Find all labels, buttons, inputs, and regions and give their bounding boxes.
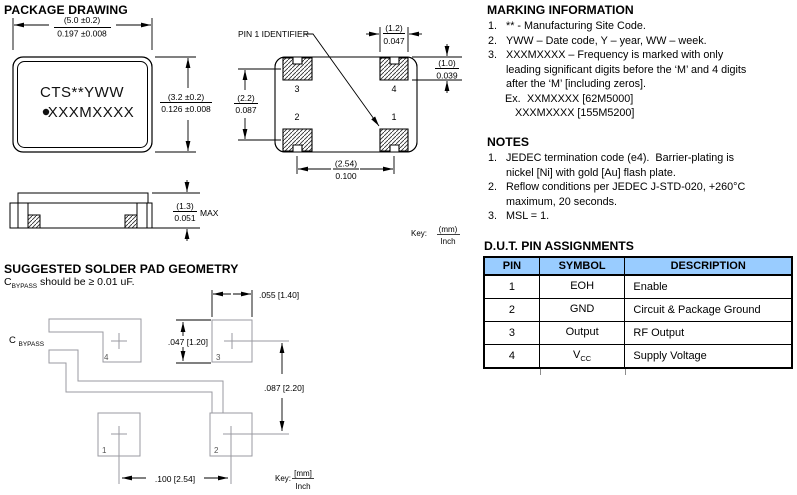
pad-4-label: 4: [391, 84, 397, 94]
dim-pad-w-in: 0.047: [383, 36, 405, 46]
dim-col-label: .100 [2.54]: [154, 474, 196, 484]
table-row: 1 EOH Enable: [484, 275, 792, 299]
dim-width-mm: (5.0 ±0.2): [63, 15, 101, 25]
marking-line2: XXXMXXXX: [47, 104, 135, 121]
dim-thick-mm: (1.3): [176, 201, 194, 211]
dim-pad-h-label: .047 [1.20]: [167, 337, 208, 347]
solder-pad-title: SUGGESTED SOLDER PAD GEOMETRY: [4, 262, 239, 276]
list-item: 2. YWW – Date code, Y – year, WW – week.: [488, 34, 707, 47]
list-item: 2. Reflow conditions per JEDEC J-STD-020, +260°C maximum, 20 seconds.: [488, 181, 746, 208]
dim-col-mm: (2.54): [334, 158, 358, 169]
package-side-view: [10, 193, 152, 228]
key-inch: Inch: [295, 482, 311, 491]
table-row: 2 GND Circuit & Package Ground: [484, 298, 792, 321]
example-2: XXXMXXXX [155M5200]: [515, 106, 635, 119]
dim-pad-w: [212, 290, 252, 317]
pin-assignments-title: D.U.T. PIN ASSIGNMENTS: [484, 238, 634, 253]
table-row: 3 Output RF Output: [484, 321, 792, 344]
list-item: 3. MSL = 1.: [488, 210, 550, 223]
dim-pad-w-label: .055 [1.40]: [259, 290, 300, 300]
right-column: [483, 1, 795, 376]
solder-pad-canvas: [0, 262, 483, 495]
dim-pad-h-mm: (1.0): [438, 58, 456, 68]
side-pad: [28, 215, 40, 228]
key-inch: Inch: [440, 237, 456, 246]
pad-2-label: 2: [294, 112, 300, 122]
pad-2-label: 2: [214, 446, 219, 455]
example-1: XXMXXXX [62M5000]: [527, 92, 634, 105]
dim-row-in: 0.087: [235, 105, 257, 115]
pad-1-label: 1: [391, 112, 397, 122]
dim-pad-w-mm: (1.2): [385, 23, 403, 33]
land-pattern-outline: [275, 57, 417, 152]
dim-thick-in: 0.051: [174, 213, 196, 223]
list-item: 1. ** - Manufacturing Site Code.: [488, 20, 646, 32]
package-drawing-canvas: [0, 0, 483, 262]
solder-pad-subtitle: $C_{BYPASS}$ should be ≥ 0.01 uF.: [4, 276, 135, 291]
col-description: DESCRIPTION: [625, 257, 792, 275]
dim-width-in: 0.197 ±0.008: [57, 28, 107, 39]
notes-title: NOTES: [487, 134, 529, 149]
marking-line1: CTS**YWW: [40, 84, 124, 101]
marking-info-title: MARKING INFORMATION: [487, 3, 634, 17]
dim-row-mm: (2.2): [237, 93, 255, 103]
pin1-identifier-label: PIN 1 IDENTIFIER: [238, 29, 309, 39]
package-drawing-title: PACKAGE DRAWING: [4, 3, 128, 17]
pin-assignments-table: [483, 256, 793, 369]
table-cutoff-stubs: [483, 369, 793, 376]
table-row: 4 $V_{CC}$ Supply Voltage: [484, 344, 792, 368]
side-pad: [125, 215, 137, 228]
key-label: Key:: [275, 474, 292, 483]
list-item: 1. JEDEC termination code (e4). Barrier-plating is nickel [Ni] with gold [Au] flash plate.: [488, 151, 735, 179]
pad-3-label: 3: [294, 84, 300, 94]
marking-examples: Ex. XXMXXXX [62M5000] XXXMXXXX [155M5200]: [505, 92, 635, 119]
pad-1-label: 1: [102, 446, 107, 455]
dim-height-in: 0.126 ±0.008: [161, 104, 211, 114]
col-symbol: SYMBOL: [539, 257, 625, 275]
pad-4-label: 4: [104, 353, 109, 362]
dim-height-mm: (3.2 ±0.2): [167, 92, 205, 102]
col-pin: PIN: [484, 257, 539, 275]
dim-col-in: 0.100: [335, 171, 357, 181]
dim-thick-max: MAX: [200, 208, 219, 218]
cbypass-label: C $_{BYPASS}$: [9, 335, 45, 348]
dim-pad-height: [412, 44, 462, 93]
dim-pad-h-in: 0.039: [436, 70, 458, 81]
list-item: 3. XXXMXXXX – Frequency is marked with only leading significant digits before the ‘M’ and 4 digits after the ‘M’ [including zeros].: [488, 49, 747, 91]
table-header-row: [484, 257, 792, 275]
solder-traces: [49, 319, 252, 456]
key-label: Key:: [411, 229, 428, 238]
key-mm: [mm]: [294, 469, 312, 478]
key-mm: (mm): [438, 225, 458, 234]
pad-3-label: 3: [216, 353, 221, 362]
dim-row-label: .087 [2.20]: [264, 383, 305, 393]
